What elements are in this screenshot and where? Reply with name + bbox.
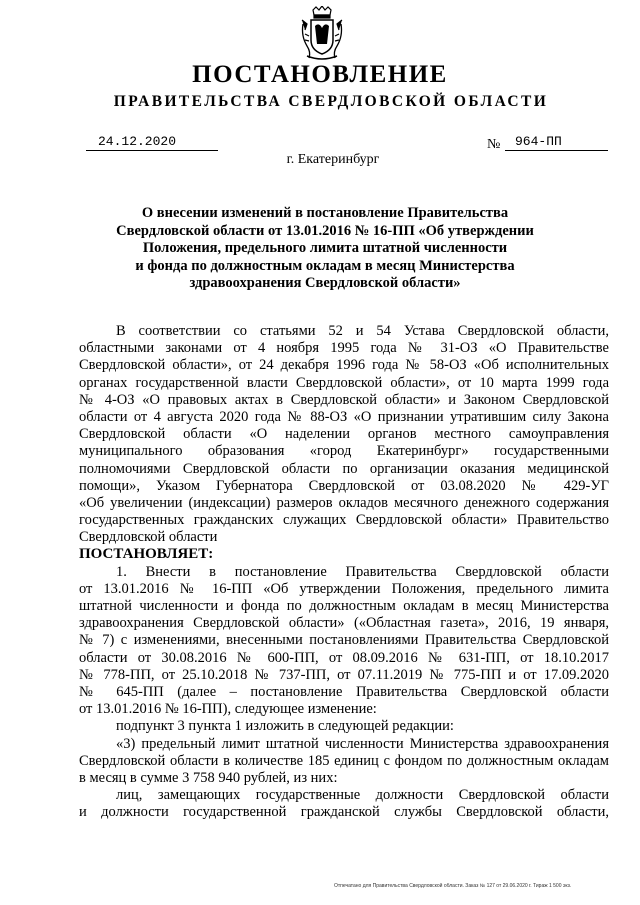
document-number: 964-ПП [505, 133, 608, 151]
body-line: области от 30.08.2016 № 600-ПП, от 08.09.2016 № 631-ПП, от 18.10.2017 [79, 649, 609, 666]
body-line: области от 4 августа 2020 года № 88-ОЗ «О признании утратившим силу Закона [79, 408, 609, 425]
body-line: от 13.01.2016 № 16-ПП «Об утверждении Положения, предельного лимита [79, 580, 609, 597]
body-line: муниципального образования «город Екатеринбург» государственными [79, 443, 609, 460]
body-line: в месяц в сумме 3 758 940 рублей, из них: [79, 769, 338, 786]
city-name: г. Екатеринбург [286, 152, 380, 167]
body-line: Свердловской области [79, 529, 218, 546]
document-date: 24.12.2020 [86, 133, 218, 151]
body-line: 1. Внести в постановление Правительства Свердловской области [116, 563, 609, 580]
document-body [79, 323, 609, 821]
body-line: № 778-ПП, от 25.10.2018 № 737-ПП, от 07.11.2019 № 775-ПП и от 17.09.2020 [79, 666, 609, 683]
body-line: штатной численности и фонда по должностным окладам в месяц Министерства [79, 598, 609, 614]
body-line: № 4-ОЗ «О правовых актах в Свердловской области» и Законом Свердловской [79, 391, 609, 408]
heading-line: и фонда по должностным окладам в месяц Министерства [135, 257, 515, 274]
body-line: полномочиями Свердловской области по организации оказания медицинской [79, 460, 609, 477]
heading-line: здравоохранения Свердловской области» [189, 275, 461, 291]
body-line: Свердловской области в количестве 185 единиц с фондом по должностным окладам [79, 752, 609, 769]
body-line: Свердловской области «О наделении органов местного самоуправления [79, 426, 609, 443]
coat-of-arms-icon [299, 6, 345, 62]
resolves-heading: ПОСТАНОВЛЯЕТ: [79, 546, 214, 563]
document-title: ПОСТАНОВЛЕНИЕ [192, 61, 448, 88]
body-line: В соответствии со статьями 52 и 54 Устава Свердловской области, [116, 323, 609, 339]
print-footer: Отпечатано для Правительства Свердловской области. Заказ № 127 от 29.06.2020 г. Тираж 1 500 экз. [334, 883, 572, 889]
heading-line: Положения, предельного лимита штатной численности [142, 240, 508, 256]
number-sign: № [487, 137, 501, 152]
heading-line: Свердловской области от 13.01.2016 № 16-ПП «Об утверждении [116, 222, 534, 239]
body-line: органах государственной власти Свердловской области», от 10 марта 1999 года [79, 374, 609, 391]
body-line: здравоохранения Свердловской области» («Областная газета», 2016, 19 января, [79, 615, 609, 632]
body-line: областными законами от 4 ноября 1995 года № 31-ОЗ «О Правительстве [79, 340, 609, 357]
heading-line: О внесении изменений в постановление Правительства [141, 205, 509, 221]
body-line: «Об увеличении (индексации) размеров окладов месячного денежного содержания [79, 494, 609, 511]
body-line: государственных гражданских служащих Свердловской области» Правительство [79, 512, 609, 529]
body-line: № 7) с изменениями, внесенными постановлениями Правительства Свердловской [79, 632, 609, 649]
body-line: лиц, замещающих государственные должности Свердловской области [116, 787, 609, 804]
body-line: и должности государственной гражданской службы Свердловской области, [79, 804, 609, 821]
body-line: «3) предельный лимит штатной численности Министерства здравоохранения [116, 735, 609, 752]
issuer-subtitle: ПРАВИТЕЛЬСТВА СВЕРДЛОВСКОЙ ОБЛАСТИ [113, 93, 549, 110]
body-line: помощи», Указом Губернатора Свердловской от 03.08.2020 № 429-УГ [79, 477, 609, 494]
document-heading [90, 205, 560, 293]
body-line: подпункт 3 пункта 1 изложить в следующей редакции: [116, 718, 454, 735]
body-line: № 645-ПП (далее – постановление Правительства Свердловской области [79, 683, 609, 700]
body-line: Свердловской области», от 24 декабря 1996 года № 58-ОЗ «Об исполнительных [79, 357, 609, 374]
body-line: от 13.01.2016 № 16-ПП), следующее изменение: [79, 701, 377, 718]
